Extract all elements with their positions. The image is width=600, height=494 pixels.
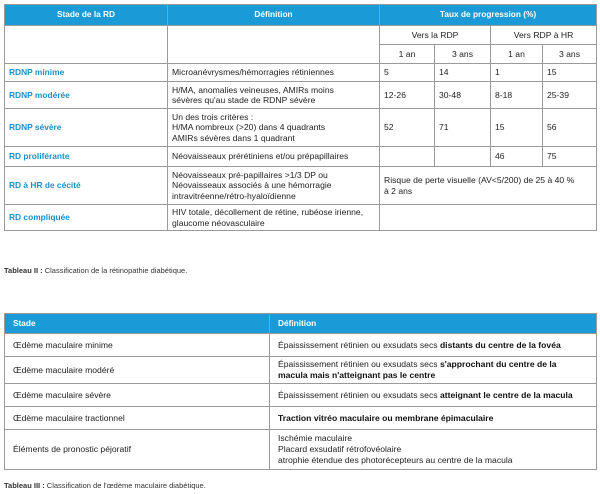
subheader-1-an: 1 an [380, 45, 435, 64]
subheader-1-an: 1 an [491, 45, 543, 64]
table-row [5, 407, 597, 430]
definition-line: atrophie étendue des photorécepteurs au centre de la macula [278, 454, 513, 465]
definition-line [278, 390, 592, 401]
empty-cell [380, 205, 597, 231]
definition-line [278, 340, 592, 351]
definition-line: Ischémie maculaire [278, 433, 353, 444]
subheader-vers-rdp-hr: Vers RDP à HR [491, 26, 597, 45]
stage-label: RDNP minime [5, 64, 168, 82]
risk-line: Risque de perte visuelle (AV<5/200) de 25 à 40 % [384, 175, 575, 186]
value-cell: 12-26 [380, 82, 435, 109]
value-cell: 1 [491, 64, 543, 82]
value-cell: 71 [435, 109, 491, 147]
table-row [5, 430, 597, 470]
definition-text: Épaississement rétinien ou exsudats secs [278, 339, 440, 350]
definition-line [278, 370, 592, 381]
table-row [5, 384, 597, 407]
table-row [5, 167, 597, 205]
table-row [5, 205, 597, 231]
definition-cell [168, 64, 380, 82]
definition-cell [168, 167, 380, 205]
caption-text: Classification de l'œdème maculaire diabétique. [44, 481, 206, 490]
definition-line: H/MA, anomalies veineuses, AMIRs moins [172, 84, 334, 95]
definition-line: Néovaisseaux associés à une hémorragie [172, 180, 332, 191]
value-cell [435, 147, 491, 167]
header-progression: Taux de progression (%) [380, 5, 597, 26]
definition-line: Placard exsudatif rétrofovéolaire [278, 444, 402, 455]
definition-text: Épaississement rétinien ou exsudats secs [278, 389, 440, 400]
value-cell: 15 [543, 64, 597, 82]
stage-label: Œdème maculaire modéré [5, 357, 270, 384]
subheader-3-ans: 3 ans [435, 45, 491, 64]
table-row [5, 109, 597, 147]
retinopathy-classification-table [4, 4, 597, 231]
definition-line: H/MA nombreux (>20) dans 4 quadrants [172, 122, 326, 133]
definition-text: Épaississement rétinien ou exsudats secs [278, 359, 440, 370]
definition-emphasis: macula mais n'atteignant pas le centre [278, 370, 436, 380]
subheader-vers-rdp: Vers la RDP [380, 26, 491, 45]
definition-emphasis: atteignant le centre de la macula [439, 389, 573, 400]
risk-cell [380, 167, 597, 205]
header-definition: Définition [270, 314, 597, 334]
table2-caption [4, 266, 187, 275]
value-cell: 75 [543, 147, 597, 167]
stage-label: Œdème maculaire minime [5, 334, 270, 357]
table-row [5, 64, 597, 82]
stage-label: Œdème maculaire tractionnel [5, 407, 270, 430]
empty-cell [168, 26, 380, 64]
caption-text: Classification de la rétinopathie diabétique. [42, 266, 188, 275]
definition-emphasis: distants du centre de la fovéa [439, 339, 561, 350]
table-row [5, 334, 597, 357]
stage-label: Œdème maculaire sévère [5, 384, 270, 407]
value-cell: 30-48 [435, 82, 491, 109]
value-cell: 52 [380, 109, 435, 147]
value-cell: 8-18 [491, 82, 543, 109]
definition-line [278, 359, 592, 370]
header-stage: Stade de la RD [5, 5, 168, 26]
caption-label: Tableau III : [4, 481, 45, 490]
value-cell: 25-39 [543, 82, 597, 109]
definition-emphasis: s'approchant du centre de la [439, 359, 557, 370]
definition-line: AMIRs sévères dans 1 quadrant [172, 132, 295, 143]
definition-cell [270, 430, 597, 470]
definition-cell [270, 334, 597, 357]
table3-caption [4, 481, 206, 490]
definition-line: Microanévrysmes/hémorragies rétiniennes [172, 67, 334, 78]
definition-line: Néovaisseaux pré-papillaires >1/3 DP ou [172, 170, 328, 181]
header-stage: Stade [5, 314, 270, 334]
risk-line: à 2 ans [384, 185, 413, 196]
value-cell: 14 [435, 64, 491, 82]
definition-line: HIV totale, décollement de rétine, rubéose irienne, [172, 207, 364, 218]
definition-line: Néovaisseaux prérétiniens et/ou prépapillaires [172, 151, 349, 162]
table-row [5, 82, 597, 109]
stage-label: Éléments de pronostic péjoratif [5, 430, 270, 470]
definition-cell [168, 205, 380, 231]
definition-cell [168, 109, 380, 147]
stage-label: RDNP sévère [5, 109, 168, 147]
stage-label: RD compliquée [5, 205, 168, 231]
value-cell: 56 [543, 109, 597, 147]
empty-cell [5, 26, 168, 64]
subheader-3-ans: 3 ans [543, 45, 597, 64]
definition-line [278, 413, 592, 424]
table-row [5, 147, 597, 167]
value-cell [380, 147, 435, 167]
stage-label: RDNP modérée [5, 82, 168, 109]
definition-cell [270, 407, 597, 430]
subheader-row [5, 26, 597, 45]
definition-cell [270, 384, 597, 407]
caption-label: Tableau II : [4, 266, 43, 275]
stage-label: RD à HR de cécité [5, 167, 168, 205]
definition-line: Un des trois critères : [172, 112, 254, 123]
definition-cell [168, 147, 380, 167]
definition-cell [270, 357, 597, 384]
definition-line: glaucome néovasculaire [172, 217, 265, 228]
definition-emphasis: Traction vitréo maculaire ou membrane épimaculaire [278, 412, 494, 423]
value-cell: 46 [491, 147, 543, 167]
header-definition: Définition [168, 5, 380, 26]
definition-cell [168, 82, 380, 109]
definition-line: intravitréenne/rétro-hyaloïdienne [172, 190, 296, 201]
stage-label: RD proliférante [5, 147, 168, 167]
value-cell: 5 [380, 64, 435, 82]
table-row [5, 357, 597, 384]
definition-line: sévères qu'au stade de RDNP sévère [172, 95, 316, 105]
macular-edema-classification-table [4, 313, 597, 470]
value-cell: 15 [491, 109, 543, 147]
